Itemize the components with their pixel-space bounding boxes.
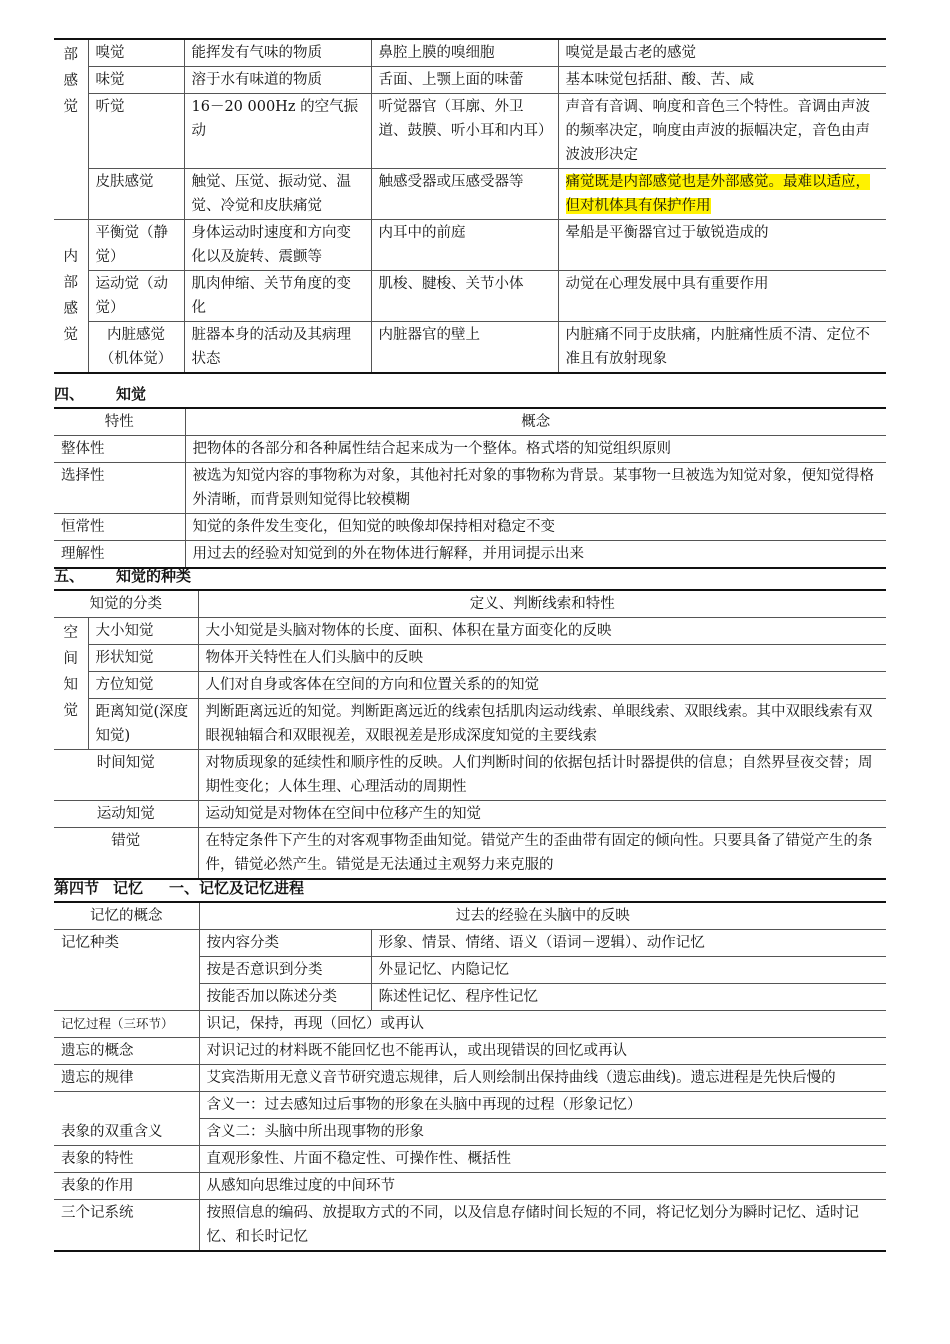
term-definition: 对识记过的材料既不能回忆也不能再认，或出现错误的回忆或再认: [199, 1038, 886, 1065]
receptor: 内脏器官的壁上: [371, 322, 558, 374]
sense-name: 嗅觉: [88, 39, 184, 67]
kind-name: 方位知觉: [88, 672, 198, 699]
section-subtitle: 一、记忆及记忆进程: [169, 879, 305, 897]
sense-name: 听觉: [88, 94, 184, 169]
table-row: [54, 1038, 886, 1065]
internal-sense-label: 内部感觉: [54, 220, 88, 374]
section-heading-memory: [54, 878, 336, 898]
table-row: [54, 1011, 886, 1038]
feature: 晕船是平衡器官过于敏锐造成的: [558, 220, 886, 271]
term-definition: 艾宾浩斯用无意义音节研究遗忘规律，后人则绘制出保持曲线（遗忘曲线)。遗忘进程是先快后慢的: [199, 1065, 886, 1092]
sense-name: 运动觉（动觉）: [88, 271, 184, 322]
table-row: [54, 169, 886, 220]
sense-name: 皮肤感觉: [88, 169, 184, 220]
section-title: 知觉的种类: [116, 567, 192, 585]
kind-name: 大小知觉: [88, 618, 198, 645]
stimulus: 溶于水有味道的物质: [184, 67, 371, 94]
space-perception-label: 空间知觉: [54, 618, 88, 750]
kind-definition: 物体开关特性在人们头脑中的反映: [198, 645, 886, 672]
term-definition: 按照信息的编码、放提取方式的不同，以及信息存储时间长短的不同，将记忆划分为瞬时记忆、适时记忆、和长时记忆: [199, 1200, 886, 1252]
memory-table: [54, 901, 886, 1252]
table-row: [54, 828, 886, 880]
trait-name: 整体性: [54, 436, 185, 463]
kind-name: 形状知觉: [88, 645, 198, 672]
kind-definition: 在特定条件下产生的对客观事物歪曲知觉。错觉产生的歪曲带有固定的倾向性。只要具备了错觉产生的条件，错觉必然产生。错觉是无法通过主观努力来克服的: [198, 828, 886, 880]
trait-concept: 被选为知觉内容的事物称为对象，其他衬托对象的事物称为背景。某事物一旦被选为知觉对象，便知觉得格外清晰，而背景则知觉得比较模糊: [185, 463, 886, 514]
classification-result: 外显记忆、内隐记忆: [371, 957, 886, 984]
trait-name: 恒常性: [54, 514, 185, 541]
stimulus: 触觉、压觉、振动觉、温觉、冷觉和皮肤痛觉: [184, 169, 371, 220]
term-definition: 含义二：头脑中所出现事物的形象: [199, 1119, 886, 1146]
table-header-row: [54, 408, 886, 436]
receptor: 肌梭、腱梭、关节小体: [371, 271, 558, 322]
kind-definition: 判断距离远近的知觉。判断距离远近的线索包括肌肉运动线索、单眼线索、双眼线索。其中双眼线索有双眼视轴辐合和双眼视差，双眼视差是形成深度知觉的主要线索: [198, 699, 886, 750]
feature: 声音有音调、响度和音色三个特性。音调由声波的频率决定，响度由声波的振幅决定，音色由声波波形决定: [558, 94, 886, 169]
classification-result: 形象、情景、情绪、语义（语词－逻辑）、动作记忆: [371, 930, 886, 957]
column-header: 特性: [54, 408, 185, 436]
feature: [558, 169, 886, 220]
feature: 嗅觉是最古老的感觉: [558, 39, 886, 67]
feature: 内脏痛不同于皮肤痛，内脏痛性质不清、定位不准且有放射现象: [558, 322, 886, 374]
term-definition: 含义一：过去感知过后事物的形象在头脑中再现的过程（形象记忆）: [199, 1092, 886, 1119]
column-header: 概念: [185, 408, 886, 436]
term: 表象的作用: [54, 1173, 199, 1200]
section-number: 五、: [54, 567, 85, 585]
receptor: 鼻腔上膜的嗅细胞: [371, 39, 558, 67]
classification-basis: 按内容分类: [199, 930, 371, 957]
term-definition: 从感知向思维过度的中间环节: [199, 1173, 886, 1200]
table-row: [54, 930, 886, 957]
stimulus: 能挥发有气味的物质: [184, 39, 371, 67]
table-row: [54, 750, 886, 801]
kind-definition: 运动知觉是对物体在空间中位移产生的知觉: [198, 801, 886, 828]
table-row: [54, 271, 886, 322]
term: 记忆过程（三环节）: [54, 1011, 199, 1038]
table-row: [54, 1146, 886, 1173]
term: 记忆的概念: [54, 902, 199, 930]
table-row: [54, 645, 886, 672]
kind-name: 距离知觉(深度知觉): [88, 699, 198, 750]
senses-table: [54, 38, 886, 374]
stimulus: 脏器本身的活动及其病理状态: [184, 322, 371, 374]
section-number: 四、: [54, 385, 85, 403]
term-definition: 识记，保持，再现（回忆）或再认: [199, 1011, 886, 1038]
table-row: [54, 39, 886, 67]
feature: 动觉在心理发展中具有重要作用: [558, 271, 886, 322]
chapter-number: 第四节: [54, 879, 100, 897]
column-header: 知觉的分类: [54, 590, 198, 618]
kind-definition: 人们对自身或客体在空间的方向和位置关系的的知觉: [198, 672, 886, 699]
stimulus: 16－20 000Hz 的空气振动: [184, 94, 371, 169]
section-heading-kinds: [54, 566, 223, 586]
table-row: [54, 1092, 886, 1119]
trait-concept: 用过去的经验对知觉到的外在物体进行解释，并用词提示出来: [185, 541, 886, 569]
trait-concept: 把物体的各部分和各种属性结合起来成为一个整体。格式塔的知觉组织原则: [185, 436, 886, 463]
term: 三个记系统: [54, 1200, 199, 1252]
classification-basis: 按能否加以陈述分类: [199, 984, 371, 1011]
table-row: [54, 541, 886, 569]
term: 遗忘的规律: [54, 1065, 199, 1092]
term-definition: 过去的经验在头脑中的反映: [199, 902, 886, 930]
table-row: [54, 1065, 886, 1092]
sense-name: 内脏感觉（机体觉）: [88, 322, 184, 374]
classification-result: 陈述性记忆、程序性记忆: [371, 984, 886, 1011]
stimulus: 肌肉伸缩、关节角度的变化: [184, 271, 371, 322]
perception-kinds-table: [54, 589, 886, 880]
chapter-title: 记忆: [113, 879, 144, 897]
receptor: 舌面、上颚上面的味蕾: [371, 67, 558, 94]
column-header: 定义、判断线索和特性: [198, 590, 886, 618]
term: 表象的特性: [54, 1146, 199, 1173]
table-row: [54, 902, 886, 930]
table-row: [54, 67, 886, 94]
kind-name: 错觉: [54, 828, 198, 880]
sense-name: 平衡觉（静觉）: [88, 220, 184, 271]
kind-definition: 对物质现象的延续性和顺序性的反映。人们判断时间的依据包括计时器提供的信息；自然界昼夜交替；周期性变化；人体生理、心理活动的周期性: [198, 750, 886, 801]
section-title: 知觉: [116, 385, 147, 403]
table-row: [54, 801, 886, 828]
table-header-row: [54, 590, 886, 618]
table-row: [54, 436, 886, 463]
perception-table: [54, 407, 886, 569]
section-heading-perception: [54, 384, 178, 404]
term: 表象的双重含义: [54, 1092, 199, 1146]
kind-name: 时间知觉: [54, 750, 198, 801]
stimulus: 身体运动时速度和方向变化以及旋转、震颤等: [184, 220, 371, 271]
receptor: 听觉器官（耳廓、外卫道、鼓膜、听小耳和内耳）: [371, 94, 558, 169]
table-row: [54, 94, 886, 169]
external-sense-label: 部感觉: [54, 39, 88, 220]
trait-concept: 知觉的条件发生变化，但知觉的映像却保持相对稳定不变: [185, 514, 886, 541]
trait-name: 理解性: [54, 541, 185, 569]
term: 遗忘的概念: [54, 1038, 199, 1065]
table-row: [54, 514, 886, 541]
receptor: 触感受器或压感受器等: [371, 169, 558, 220]
table-row: [54, 322, 886, 374]
highlighted-text: 痛觉既是内部感觉也是外部感觉。最难以适应，但对机体具有保护作用: [565, 174, 870, 214]
table-row: [54, 618, 886, 645]
table-row: [54, 1173, 886, 1200]
table-row: [54, 463, 886, 514]
classification-basis: 按是否意识到分类: [199, 957, 371, 984]
table-row: [54, 699, 886, 750]
term-definition: 直观形象性、片面不稳定性、可操作性、概括性: [199, 1146, 886, 1173]
kind-name: 运动知觉: [54, 801, 198, 828]
trait-name: 选择性: [54, 463, 185, 514]
sense-name: 味觉: [88, 67, 184, 94]
feature: 基本味觉包括甜、酸、苦、咸: [558, 67, 886, 94]
receptor: 内耳中的前庭: [371, 220, 558, 271]
table-row: [54, 672, 886, 699]
table-row: [54, 1200, 886, 1252]
table-row: [54, 220, 886, 271]
term: 记忆种类: [54, 930, 199, 1011]
kind-definition: 大小知觉是头脑对物体的长度、面积、体积在量方面变化的反映: [198, 618, 886, 645]
